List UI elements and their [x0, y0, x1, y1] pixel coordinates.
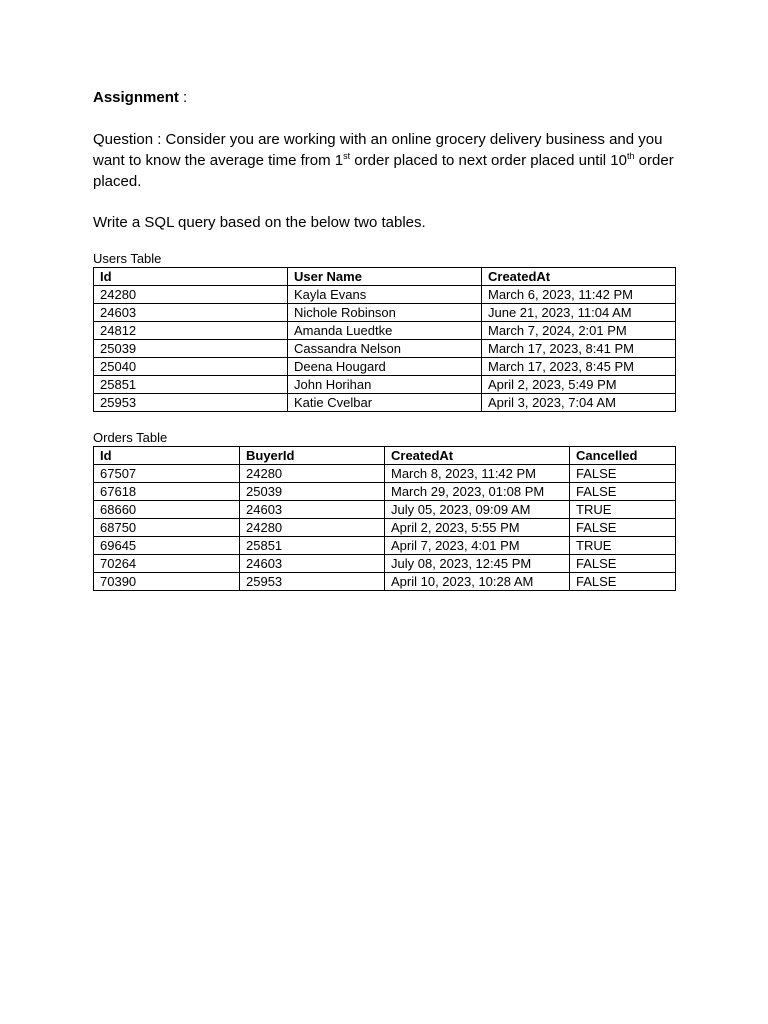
question-sup-1: st [343, 151, 351, 161]
table-cell: July 05, 2023, 09:09 AM [385, 501, 570, 519]
heading-text: Assignment [93, 89, 179, 106]
table-row [94, 519, 676, 537]
table-cell: 68660 [94, 501, 240, 519]
table-cell: 25039 [240, 483, 385, 501]
table-cell: 67618 [94, 483, 240, 501]
orders-table-body [94, 465, 676, 591]
table-cell: 25953 [240, 573, 385, 591]
table-cell: April 10, 2023, 10:28 AM [385, 573, 570, 591]
table-cell: TRUE [570, 537, 676, 555]
table-row [94, 322, 676, 340]
table-cell: 24603 [240, 501, 385, 519]
table-cell: March 29, 2023, 01:08 PM [385, 483, 570, 501]
table-cell: 25851 [240, 537, 385, 555]
table-cell: April 2, 2023, 5:49 PM [482, 376, 676, 394]
table-cell: 67507 [94, 465, 240, 483]
table-row [94, 483, 676, 501]
column-header: Id [94, 447, 240, 465]
table-cell: FALSE [570, 555, 676, 573]
table-cell: 25851 [94, 376, 288, 394]
table-row [94, 358, 676, 376]
table-cell: FALSE [570, 573, 676, 591]
question-sup-2: th [626, 151, 635, 161]
table-cell: 25953 [94, 394, 288, 412]
assignment-heading [93, 88, 675, 108]
document-page [93, 88, 675, 591]
table-cell: 70264 [94, 555, 240, 573]
table-cell: April 7, 2023, 4:01 PM [385, 537, 570, 555]
table-cell: March 17, 2023, 8:45 PM [482, 358, 676, 376]
table-cell: June 21, 2023, 11:04 AM [482, 304, 676, 322]
table-cell: March 8, 2023, 11:42 PM [385, 465, 570, 483]
table-cell: April 3, 2023, 7:04 AM [482, 394, 676, 412]
question-part-2: order placed to next order placed until 10 [350, 152, 627, 169]
table-cell: 24280 [240, 519, 385, 537]
table-cell: TRUE [570, 501, 676, 519]
table-cell: April 2, 2023, 5:55 PM [385, 519, 570, 537]
table-cell: 24812 [94, 322, 288, 340]
table-row [94, 465, 676, 483]
table-row [94, 501, 676, 519]
orders-table-caption: Orders Table [93, 430, 168, 445]
table-cell: March 7, 2024, 2:01 PM [482, 322, 676, 340]
column-header: Cancelled [570, 447, 676, 465]
column-header: CreatedAt [482, 268, 676, 286]
table-row [94, 555, 676, 573]
table-row [94, 286, 676, 304]
column-header: BuyerId [240, 447, 385, 465]
column-header: Id [94, 268, 288, 286]
table-cell: Cassandra Nelson [288, 340, 482, 358]
table-cell: 25040 [94, 358, 288, 376]
table-cell: 24280 [240, 465, 385, 483]
table-cell: 24603 [240, 555, 385, 573]
table-cell: FALSE [570, 519, 676, 537]
question-part-3: order placed. [93, 152, 674, 190]
table-cell: Nichole Robinson [288, 304, 482, 322]
table-cell: FALSE [570, 483, 676, 501]
table-cell: FALSE [570, 465, 676, 483]
table-cell: John Horihan [288, 376, 482, 394]
orders-table [93, 446, 676, 591]
table-cell: 25039 [94, 340, 288, 358]
question-part-1: Question : Consider you are working with an online grocery delivery business and you want to know the average time from 1 [93, 131, 663, 169]
table-cell: Kayla Evans [288, 286, 482, 304]
users-table-caption: Users Table [93, 251, 162, 266]
table-row [94, 394, 676, 412]
users-table-header-row [94, 268, 676, 286]
heading-colon: : [178, 89, 188, 106]
users-table-body [94, 286, 676, 412]
table-row [94, 340, 676, 358]
table-cell: Katie Cvelbar [288, 394, 482, 412]
users-table [93, 267, 676, 412]
table-cell: March 17, 2023, 8:41 PM [482, 340, 676, 358]
instruction-text: Write a SQL query based on the below two tables. [93, 214, 426, 231]
table-cell: 68750 [94, 519, 240, 537]
table-row [94, 376, 676, 394]
table-row [94, 573, 676, 591]
column-header: User Name [288, 268, 482, 286]
question-text [93, 129, 675, 192]
table-cell: July 08, 2023, 12:45 PM [385, 555, 570, 573]
table-cell: Deena Hougard [288, 358, 482, 376]
table-cell: 24603 [94, 304, 288, 322]
table-cell: 24280 [94, 286, 288, 304]
table-row [94, 537, 676, 555]
column-header: CreatedAt [385, 447, 570, 465]
orders-table-header-row [94, 447, 676, 465]
table-cell: 70390 [94, 573, 240, 591]
table-cell: 69645 [94, 537, 240, 555]
table-cell: Amanda Luedtke [288, 322, 482, 340]
table-cell: March 6, 2023, 11:42 PM [482, 286, 676, 304]
table-row [94, 304, 676, 322]
